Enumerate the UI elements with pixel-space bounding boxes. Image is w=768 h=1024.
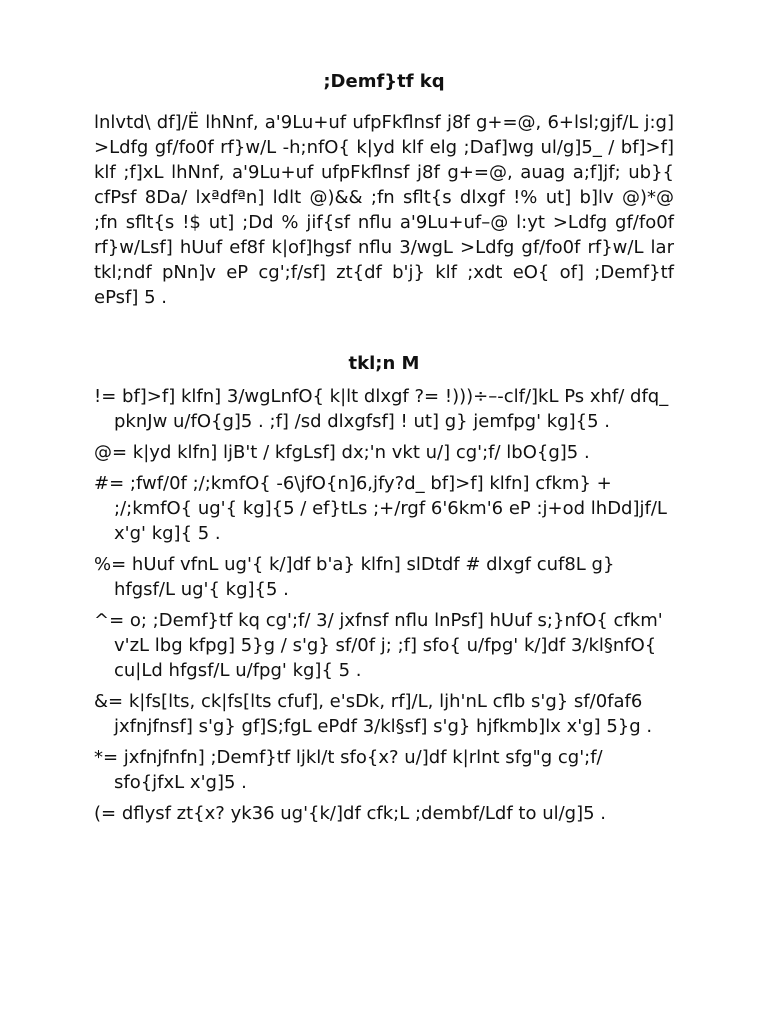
- list-item-3: #= ;fwf/0f ;/;kmfO{ -6\jfO{n]6,jfy?d_ bf]>f] klfn] cfkm} + ;/;kmfO{ ug'{ kg]{5 / ef}tLs ;+/rgf 6'6km'6 eP :j+od lhDd]jf/L x'g' kg]{ 5 .: [94, 473, 667, 544]
- list-item-5: ^= o; ;Demf}tf kq cg';f/ 3/ jxfnsf nflu lnPsf] hUuf s;}nfO{ cfkm' v'zL lbg kfpg] 5}g / s'g} sf/0f j; ;f] sfo{ u/fpg' k/]df 3/kl§nfO{ cu|Ld hfgsf/L u/fpg' kg]{ 5 .: [94, 610, 663, 681]
- list-item-4: %= hUuf vfnL ug'{ k/]df b'a} klfn] slDtdf # dlxgf cuf8L g} hfgsf/L ug'{ kg]{5 .: [94, 554, 615, 600]
- list-item-8: (= dflysf zt{x? yk36 ug'{k/]df cfk;L ;dembf/Ldf to ul/g]5 .: [94, 803, 607, 824]
- list-item-6: &= k|fs[lts, ck|fs[lts cfuf], e'sDk, rf]/L, ljh'nL cflb s'g} sf/0faf6 jxfnjfnsf] s'g} gf]S;fgL ePdf 3/kl§sf] s'g} hjfkmb]lx x'g] 5}g .: [94, 691, 653, 737]
- section-title: tkl;n M: [348, 353, 420, 374]
- list-item-1: != bf]>f] klfn] 3/wgLnfO{ k|lt dlxgf ?= !)))÷–-clf/]kL Ps xhf/ dfq_ pknJw u/fO{g]5 . ;f] /sd dlxgfsf] ! ut] g} jemfpg' kg]{5 .: [94, 386, 669, 432]
- list-item-2: @= k|yd klfn] ljB't / kfgLsf] dx;'n vkt u/] cg';f/ lbO{g]5 .: [94, 442, 590, 463]
- list-item-7: *= jxfnjfnfn] ;Demf}tf ljkl/t sfo{x? u/]df k|rlnt sfg"g cg';f/ sfo{jfxL x'g]5 .: [94, 747, 603, 793]
- terms-list: [94, 384, 674, 826]
- agreement-paragraph: lnlvtd\ df]/Ë lhNnf, a'9Lu+uf ufpFkflnsf j8f g+=@, 6+lsl;gjf/L j:g] >Ldfg gf/fo0f rf}w/L -h;nfO{ k|yd klf elg ;Daf]wg ul/g]5_ / bf]>f] klf ;f]xL lhNnf, a'9Lu+uf ufpFkflnsf j8f g+=@, auag a;f]jf; ub}{ cfPsf 8Da/ lxªdfªn] ldlt @)&& ;fn sflt{s dlxgf !% ut] b]lv @)*@ ;fn sflt{s !$ ut] ;Dd % jif{sf nflu a'9Lu+uf–@ l:yt >Ldfg gf/fo0f rf}w/Lsf] hUuf ef8f k|of]hgsf nflu 3/wgL >Ldfg gf/fo0f rf}w/L lar tkl;ndf pNn]v eP cg';f/sf] zt{df b'j} klf ;xdt eO{ of] ;Demf}tf ePsf] 5 .: [94, 112, 674, 308]
- document-title: ;Demf}tf kq: [323, 71, 445, 92]
